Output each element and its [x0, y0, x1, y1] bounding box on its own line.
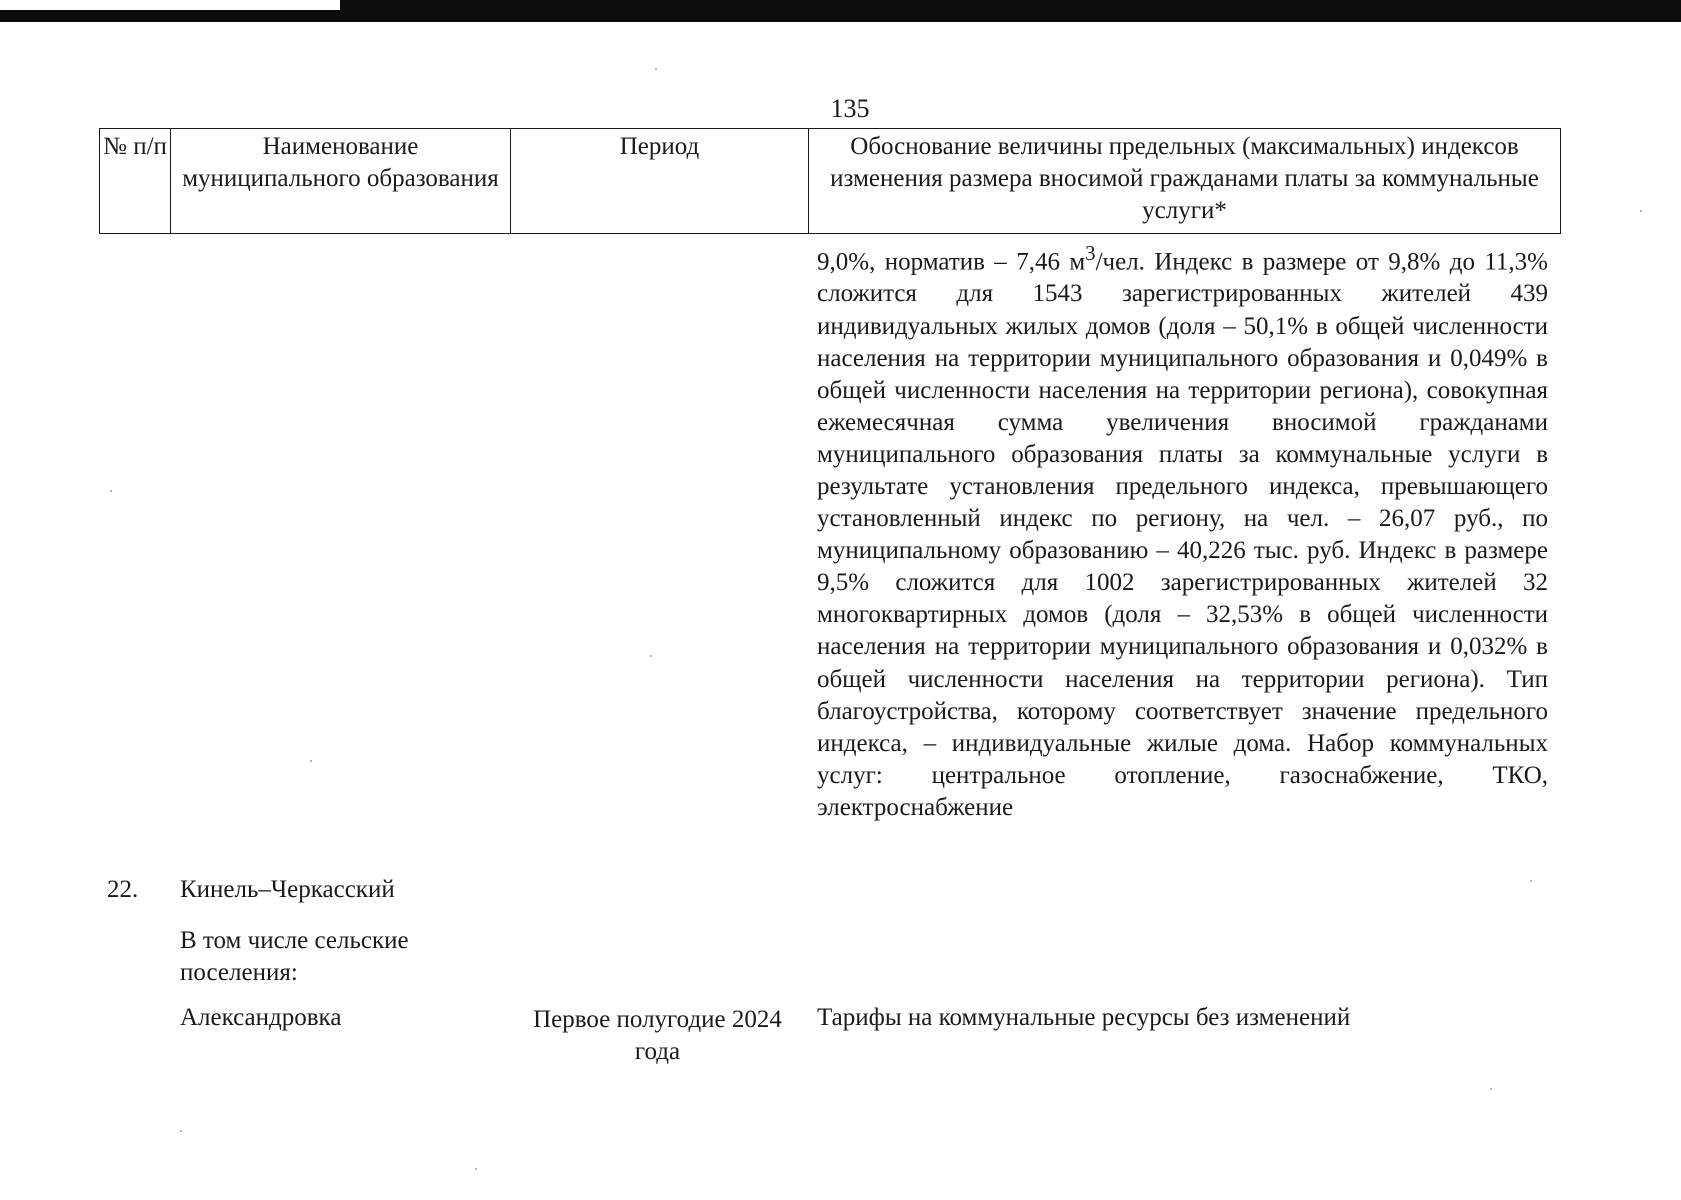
header-period: Период — [511, 129, 809, 233]
scan-speck — [650, 655, 652, 657]
basis-text-rest: /чел. Индекс в размере от 9,8% до 11,3% сложится для 1543 зарегистрированных жителей 439 индивидуальных жилых домов (доля – 50,1% в общей численности населения на территории муниципального образования и 0,049% в общей численности населения на территории региона), совокупная ежемесячная сумма увеличения вносимой гражданами муниципального образования платы за коммунальные услуги в результате установления предельного индекса, превышающего установленный индекс по региону, на чел. – 26,07 руб., по муниципальному образованию – 40,226 тыс. руб. Индекс в размере 9,5% сложится для 1002 зарегистрированных жителей 32 многоквартирных домов (доля – 32,53% в общей численности населения на территории муниципального образования и 0,032% в общей численности населения на территории региона). Тип благоустройства, которому соответствует значение предельного индекса, – индивидуальные жилые дома. Набор коммунальных услуг: центральное отопление, газоснабжение, ТКО, электроснабжение — [817, 248, 1549, 821]
scan-speck — [110, 490, 112, 492]
scan-speck — [1640, 210, 1642, 212]
header-municipality-name: Наименование муниципального образования — [171, 129, 511, 233]
scan-speck — [310, 760, 312, 762]
scan-speck — [655, 68, 657, 70]
page-number: 135 — [830, 94, 870, 123]
scan-speck — [180, 1130, 182, 1132]
municipality-name: Кинель–Черкасский — [180, 876, 395, 903]
rural-settlements-label: В том числе сельские поселения: — [180, 927, 409, 986]
scan-top-border — [0, 0, 1681, 22]
scan-speck — [475, 1168, 477, 1170]
settlement-basis: Тарифы на коммунальные ресурсы без изменений — [817, 1004, 1351, 1031]
basis-continuation-text — [817, 237, 1548, 824]
table-header — [99, 128, 1561, 234]
scan-speck — [1490, 1088, 1492, 1090]
header-number: № п/п — [100, 129, 171, 233]
settlement-name: Александровка — [180, 1004, 342, 1031]
row-number: 22. — [107, 876, 139, 903]
cubic-superscript: 3 — [1085, 241, 1096, 265]
basis-text-start: 9,0%, норматив – 7,46 м — [817, 248, 1086, 276]
header-basis: Обоснование величины предельных (максимальных) индексов изменения размера вносимой гражданами платы за коммунальные услуги* — [830, 133, 1539, 224]
scan-speck — [1530, 880, 1532, 882]
settlement-period: Первое полугодие 2024 года — [533, 1006, 782, 1065]
